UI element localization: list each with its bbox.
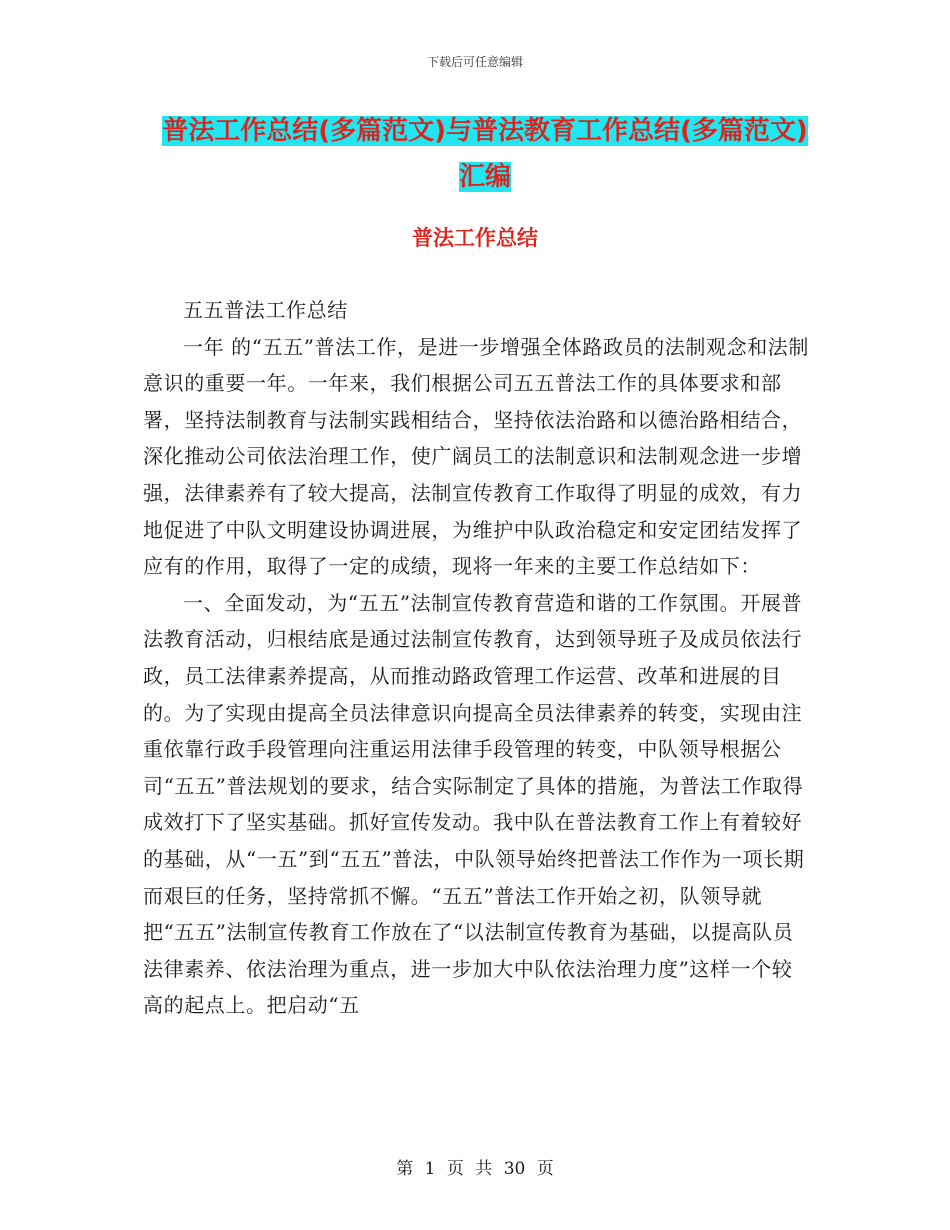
document-body [143, 292, 813, 1024]
page-number-footer: 第 1 页 共 30 页 [396, 1159, 554, 1179]
body-paragraph: 一、全面发动，为“五五”法制宣传教育营造和谐的工作氛围。开展普法教育活动，归根结底是通过法制宣传教育，达到领导班子及成员依法行政，员工法律素养提高，从而推动路政管理工作运营、改革和进展的目的。为了实现由提高全员法律意识向提高全员法律素养的转变，实现由注重依靠行政手段管理向注重运用法律手段管理的转变，中队领导根据公司“五五”普法规划的要求，结合实际制定了具体的措施，为普法工作取得成效打下了坚实基础。抓好宣传发动。我中队在普法教育工作上有着较好的基础，从“一五”到“五五”普法，中队领导始终把普法工作作为一项长期而艰巨的任务，坚持常抓不懈。“五五”普法工作开始之初，队领导就把“五五”法制宣传教育工作放在了“以法制宣传教育为基础，以提高队员法律素养、依法治理为重点，进一步加大中队依法治理力度”这样一个较高的起点上。把启动“五 [143, 590, 805, 1018]
page-header-note: 下载后可任意编辑 [426, 55, 523, 69]
document-title [150, 108, 820, 200]
document-title-text: 普法工作总结(多篇范文)与普法教育工作总结(多篇范文)汇编 [162, 116, 808, 192]
body-paragraph: 一年 的“五五”普法工作，是进一步增强全体路政员的法制观念和法制意识的重要一年。一年来，我们根据公司五五普法工作的具体要求和部署，坚持法制教育与法制实践相结合，坚持依法治路和以德治路相结合，深化推动公司依法治理工作，使广阔员工的法制意识和法制观念进一步增强，法律素养有了较大提高，法制宣传教育工作取得了明显的成效，有力地促进了中队文明建设协调进展，为维护中队政治稳定和安定团结发挥了应有的作用，取得了一定的成绩，现将一年来的主要工作总结如下： [143, 334, 810, 579]
section-heading: 普法工作总结 [412, 226, 538, 250]
body-paragraph: 五五普法工作总结 [183, 298, 348, 322]
